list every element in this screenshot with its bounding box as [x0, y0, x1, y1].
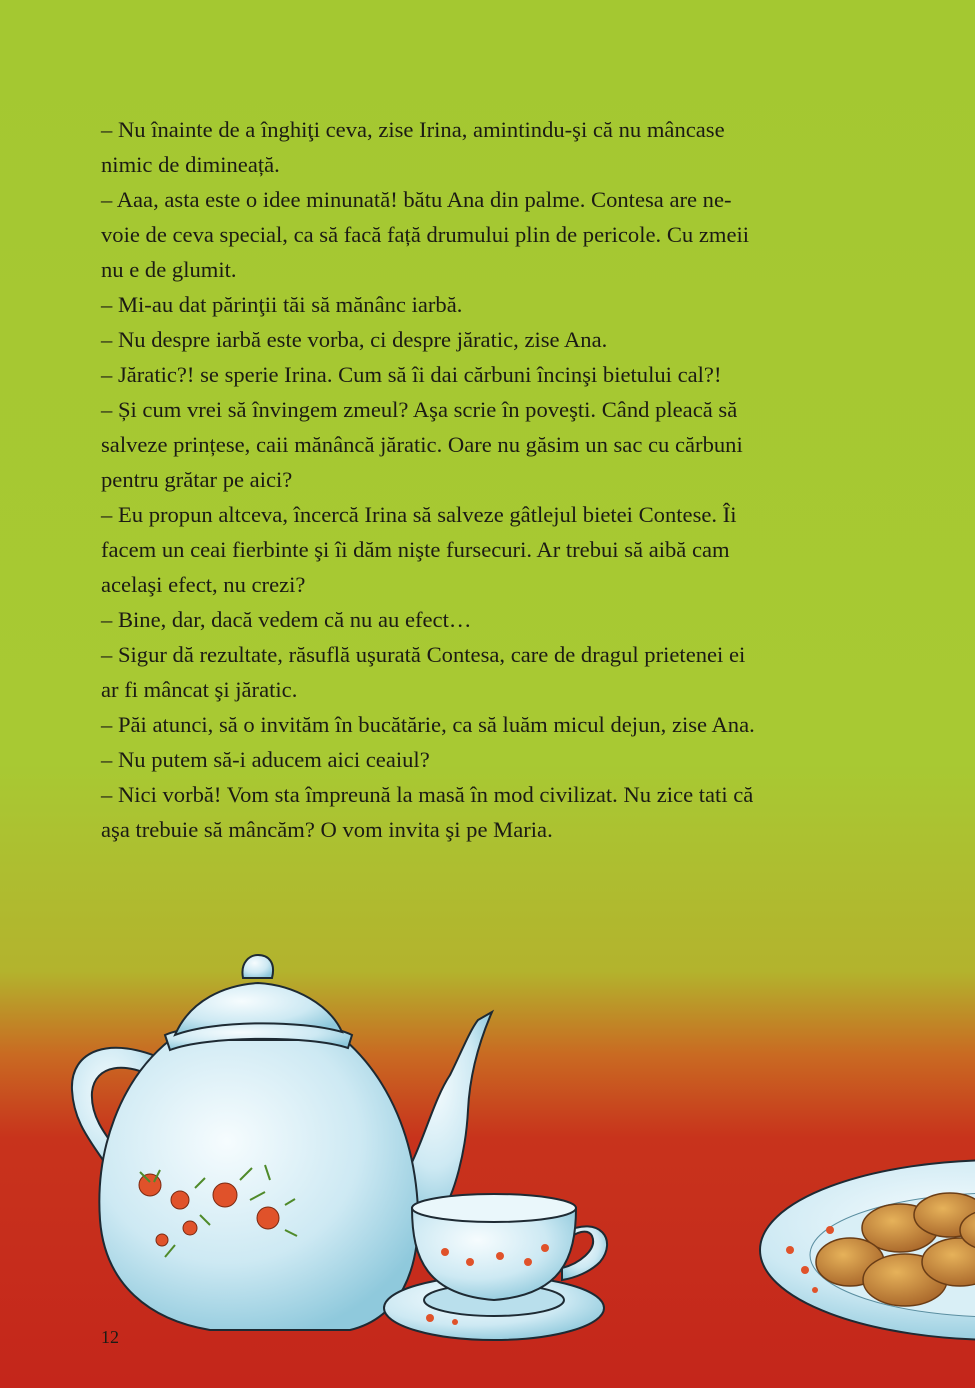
paragraph: – Nu putem să-i aducem aici ceaiul? — [101, 747, 430, 772]
paragraph: – Păi atunci, să o invităm în bucătărie, ca să luăm micul dejun, zise Ana. — [101, 712, 755, 737]
paragraph: – Sigur dă rezultate, răsuflă uşurată Contesa, care de dragul prietenei ei ar fi mâncat şi jăratic. — [101, 642, 746, 702]
paragraph: – Nu despre iarbă este vorba, ci despre jăratic, zise Ana. — [101, 327, 608, 352]
cookie-plate-icon — [760, 1160, 975, 1340]
paragraph: – Mi-au dat părinţii tăi să mănânc iarbă. — [101, 292, 463, 317]
paragraph: – Și cum vrei să învingem zmeul? Aşa scrie în poveşti. Când pleacă să salveze prințese, caii mănâncă jăratic. Oare nu găsim un sac cu cărbuni pentru grătar pe aici? — [101, 397, 743, 492]
paragraph: – Aaa, asta este o idee minunată! bătu Ana din palme. Contesa are ne- voie de ceva special, ca să facă față drumului plin de pericole. Cu zmeii nu e de glumit. — [101, 187, 750, 282]
paragraph: – Nu înainte de a înghiţi ceva, zise Irina, amintindu-şi că nu mâncase nimic de dimineață. — [101, 117, 725, 177]
paragraph: – Bine, dar, dacă vedem că nu au efect… — [101, 607, 472, 632]
paragraph: – Nici vorbă! Vom sta împreună la masă în mod civilizat. Nu zice tati că aşa trebuie să mâncăm? O vom invita şi pe Maria. — [101, 782, 754, 842]
paragraph: – Eu propun altceva, încercă Irina să salveze gâtlejul bietei Contese. Îi facem un ceai fierbinte şi îi dăm nişte fursecuri. Ar trebui să aibă cam acelaşi efect, nu crezi? — [101, 502, 737, 597]
page-number: 12 — [101, 1327, 119, 1347]
paragraph: – Jăratic?! se sperie Irina. Cum să îi dai cărbuni încinşi bietului cal?! — [101, 362, 722, 387]
story-text — [101, 112, 821, 847]
